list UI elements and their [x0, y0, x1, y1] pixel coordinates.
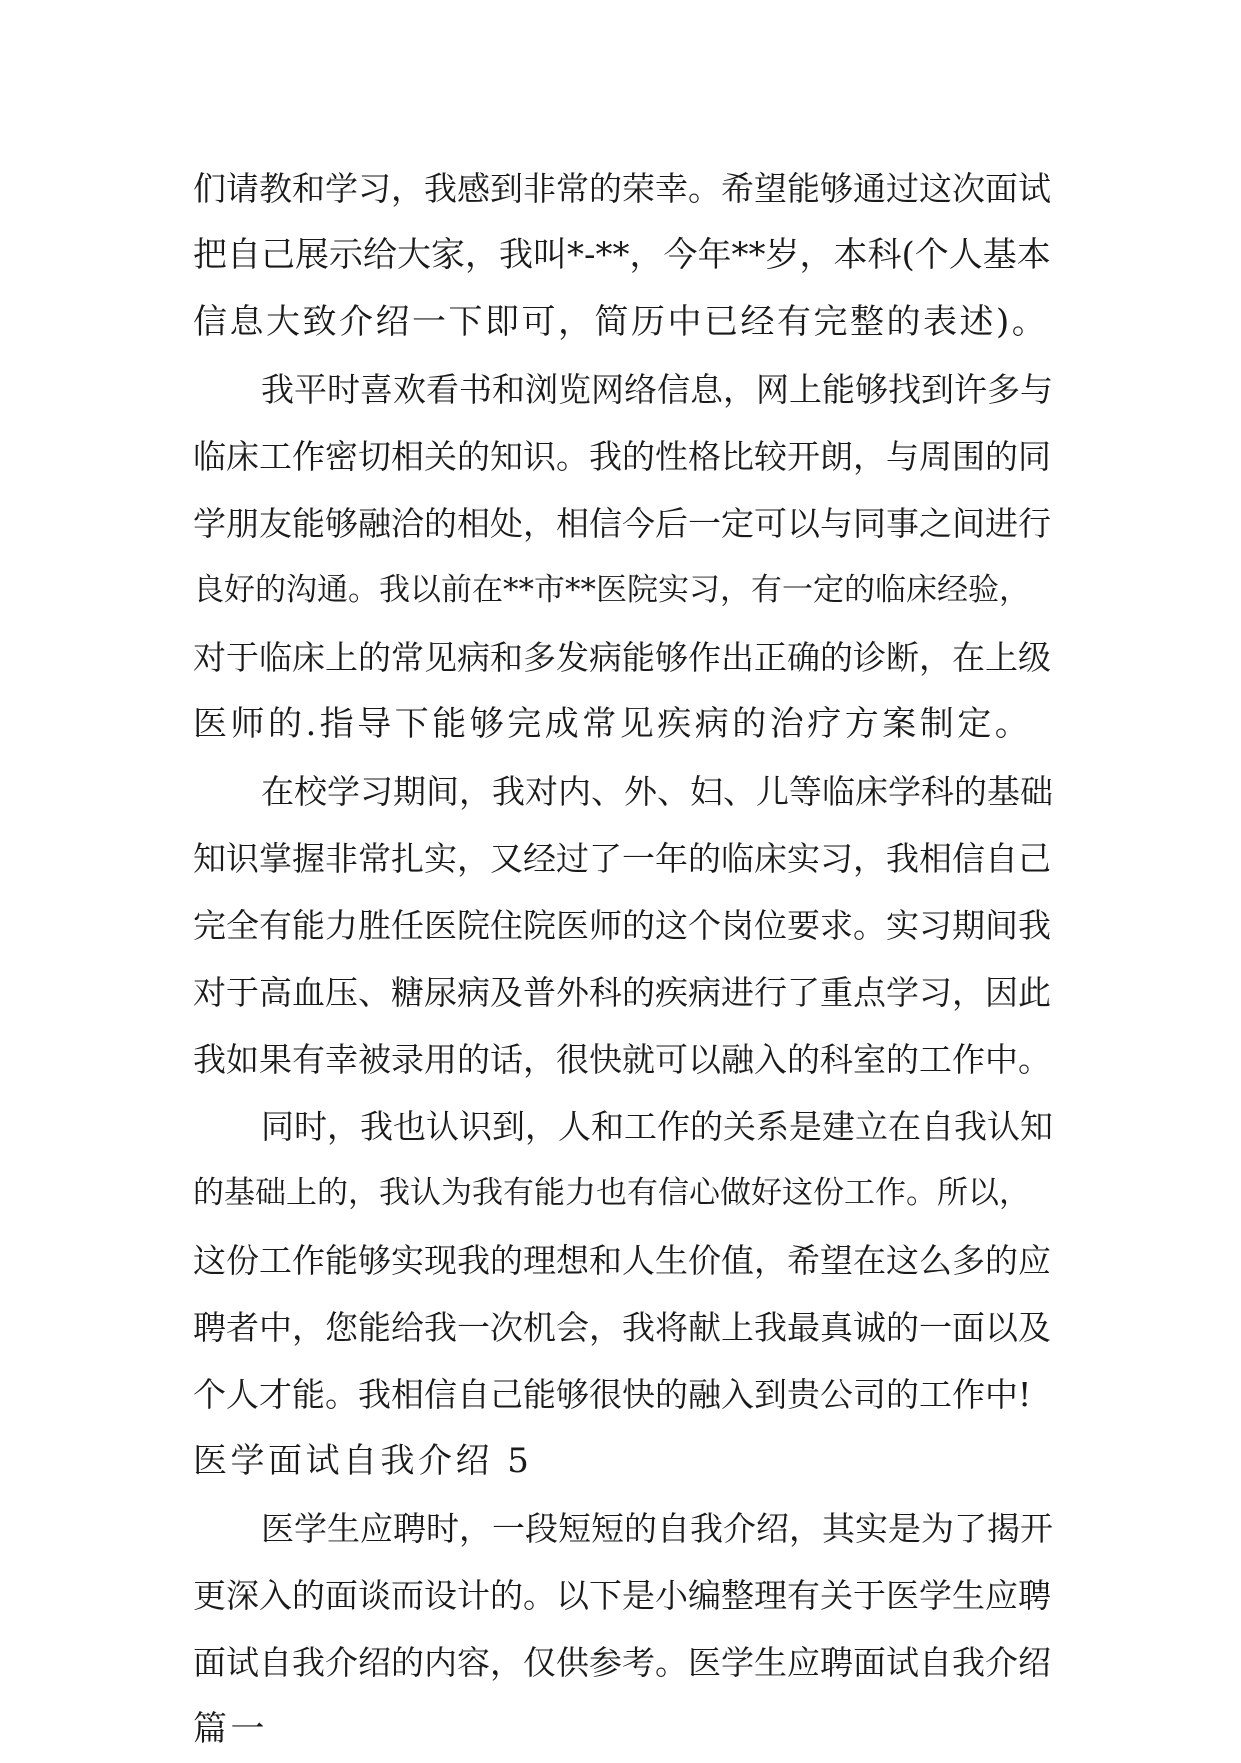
text-line: 学朋友能够融洽的相处，相信今后一定可以与同事之间进行 [193, 504, 1051, 543]
section-heading: 医学面试自我介绍 5 [193, 1441, 533, 1481]
text-line: 们请教和学习，我感到非常的荣幸。希望能够通过这次面试 [193, 169, 1051, 208]
paragraph-first-line: 在校学习期间，我对内、外、妇、儿等临床学科的基础 [261, 772, 1053, 811]
paragraph-first-line: 我平时喜欢看书和浏览网络信息，网上能够找到许多与 [261, 370, 1053, 409]
text-line: 的基础上的，我认为我有能力也有信心做好这份工作。所以， [193, 1175, 1030, 1211]
text-line: 个人才能。我相信自己能够很快的融入到贵公司的工作中! [193, 1375, 1032, 1414]
text-line: 面试自我介绍的内容，仅供参考。医学生应聘面试自我介绍 [193, 1643, 1051, 1682]
paragraph-first-line: 医学生应聘时，一段短短的自我介绍，其实是为了揭开 [261, 1509, 1053, 1548]
text-line: 我如果有幸被录用的话，很快就可以融入的科室的工作中。 [193, 1040, 1051, 1079]
text-line: 对于临床上的常见病和多发病能够作出正确的诊断，在上级 [193, 638, 1051, 677]
text-line: 更深入的面谈而设计的。以下是小编整理有关于医学生应聘 [193, 1576, 1051, 1615]
text-line: 医师的.指导下能够完成常见疾病的治疗方案制定。 [193, 704, 1033, 744]
text-line: 完全有能力胜任医院住院医师的这个岗位要求。实习期间我 [193, 906, 1051, 945]
text-line: 知识掌握非常扎实，又经过了一年的临床实习，我相信自己 [193, 839, 1051, 878]
text-line: 篇一 [193, 1709, 268, 1749]
text-line: 对于高血压、糖尿病及普外科的疾病进行了重点学习，因此 [193, 973, 1051, 1012]
text-line: 良好的沟通。我以前在**市**医院实习，有一定的临床经验， [193, 572, 1030, 608]
paragraph-first-line: 同时，我也认识到，人和工作的关系是建立在自我认知 [261, 1107, 1053, 1146]
text-line: 信息大致介绍一下即可，简历中已经有完整的表述)。 [193, 302, 1049, 342]
document-body [193, 155, 1053, 1763]
text-line: 临床工作密切相关的知识。我的性格比较开朗，与周围的同 [193, 437, 1051, 476]
text-line: 把自己展示给大家，我叫*-**，今年**岁，本科(个人基本 [193, 235, 1051, 275]
text-line: 这份工作能够实现我的理想和人生价值，希望在这么多的应 [193, 1241, 1051, 1280]
text-line: 聘者中，您能给我一次机会，我将献上我最真诚的一面以及 [193, 1308, 1051, 1347]
